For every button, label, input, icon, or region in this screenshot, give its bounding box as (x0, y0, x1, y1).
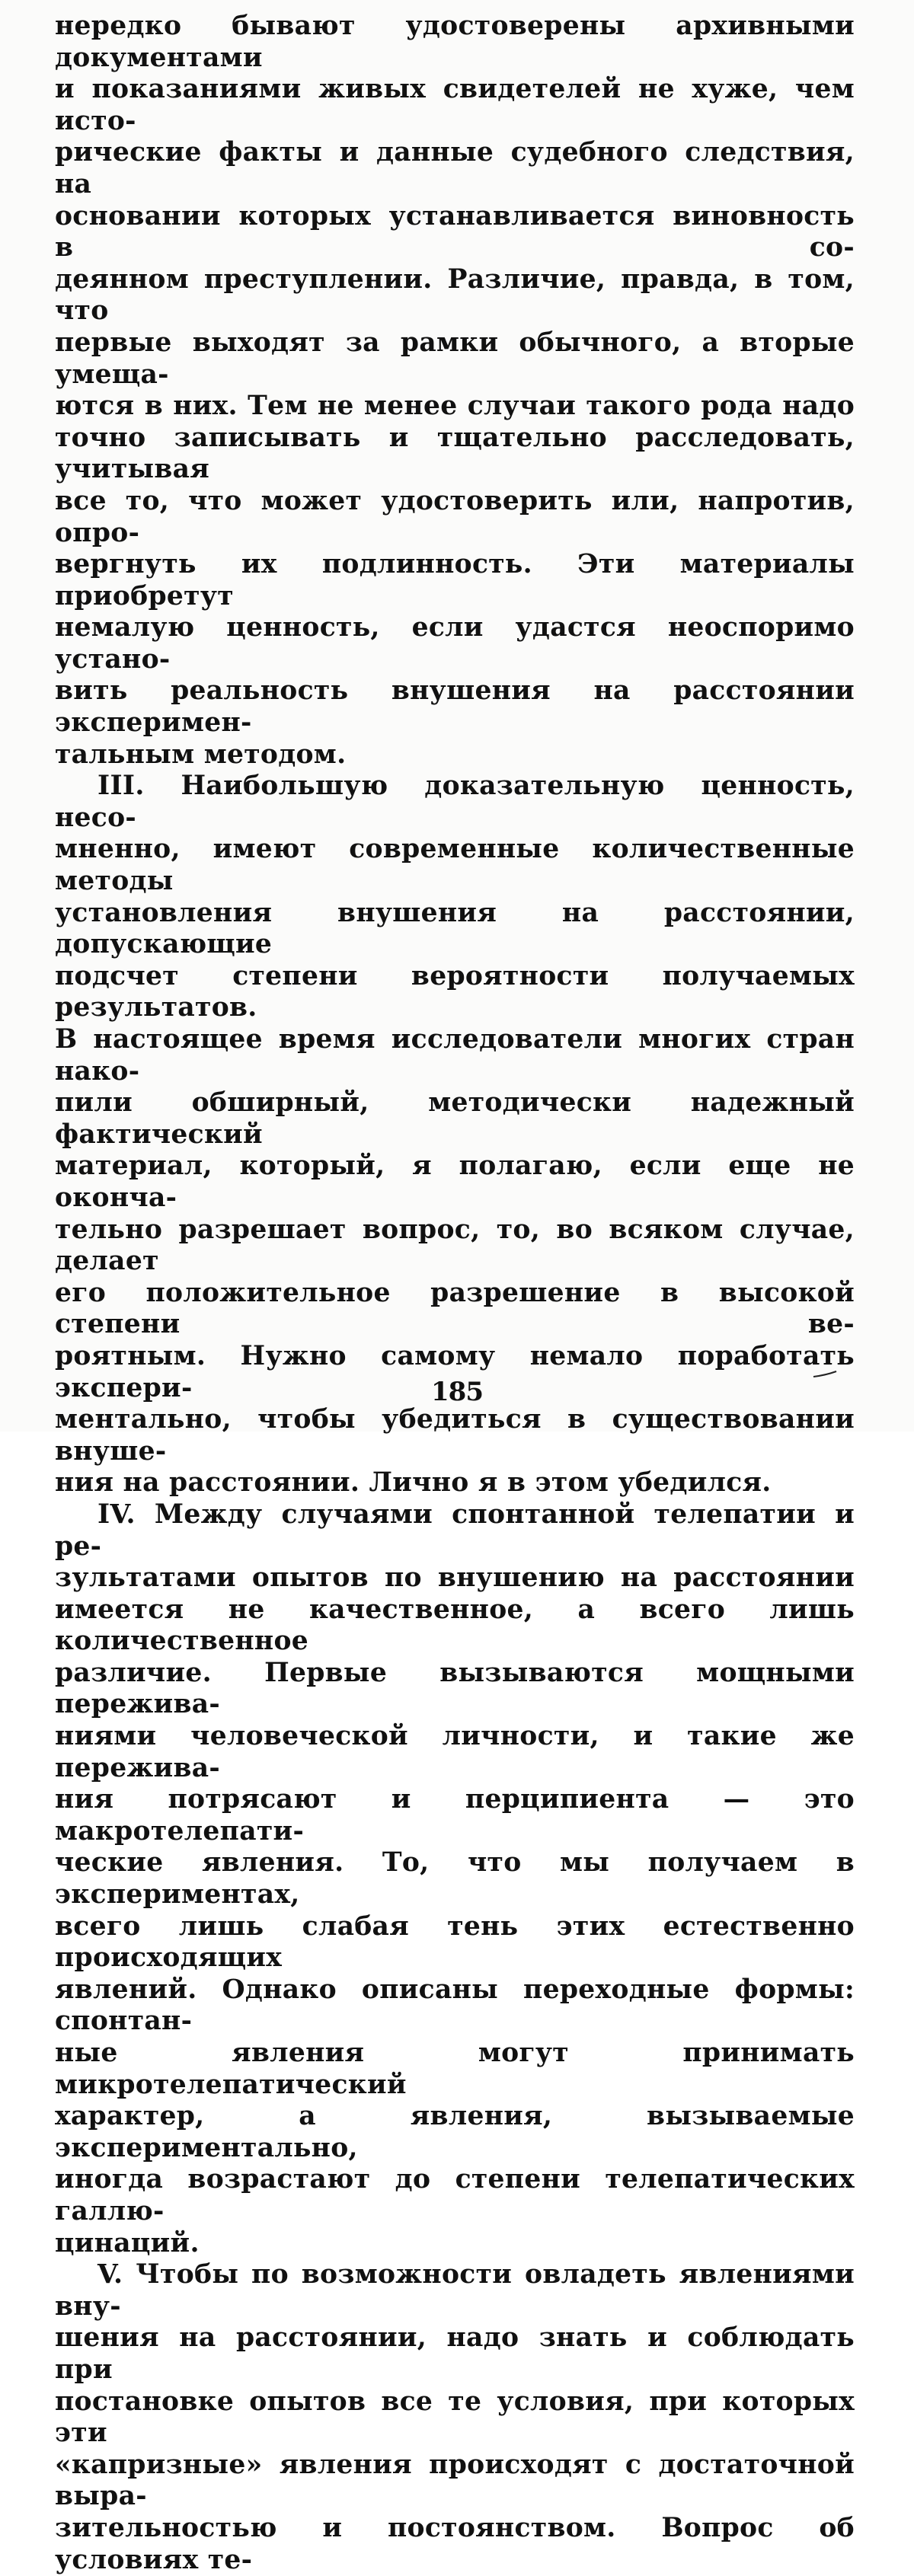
text-line: точно записывать и тщательно расследовать, учитывая (55, 422, 855, 485)
paragraph (55, 2259, 855, 2576)
text-line: и показаниями живых свидетелей не хуже, чем исто- (55, 74, 855, 136)
paragraph (55, 1499, 855, 2259)
text-line: установления внушения на расстоянии, допускающие (55, 897, 855, 960)
text-line: ные явления могут принимать микротелепатический (55, 2038, 855, 2100)
text-line: деянном преступлении. Различие, правда, в том, что (55, 263, 855, 327)
text-line: все то, что может удостоверить или, напротив, опро- (55, 485, 855, 548)
text-line: явлений. Однако описаны переходные формы: спонтан- (55, 1974, 855, 2037)
text-line: вить реальность внушения на расстоянии эксперимен- (55, 675, 855, 739)
text-line: материал, который, я полагаю, если еще не оконча- (55, 1151, 855, 1213)
text-line: мненно, имеют современные количественные методы (55, 834, 855, 897)
text-line: IV. Между случаями спонтанной телепатии и ре- (55, 1499, 855, 1562)
text-line: зительностью и постоянством. Вопрос об условиях те- (55, 2512, 855, 2575)
text-line: его положительное разрешение в высокой степени ве- (55, 1277, 855, 1340)
text-line: различие. Первые вызываются мощными пережива- (55, 1657, 855, 1720)
text-line: всего лишь слабая тень этих естественно происходящих (55, 1910, 855, 1974)
text-line: ния потрясают и перципиента — это макротелепати- (55, 1784, 855, 1847)
text-line: первые выходят за рамки обычного, а вторые умеща- (55, 327, 855, 390)
text-line: тельно разрешает вопрос, то, во всяком случае, делает (55, 1214, 855, 1277)
page-number: 185 (431, 1377, 483, 1407)
text-line: ния на расстоянии. Лично я в этом убедился. (55, 1467, 772, 1499)
text-line: немалую ценность, если удастся неоспоримо устано- (55, 612, 855, 675)
text-line: пили обширный, методически надежный фактический (55, 1087, 855, 1150)
text-line: постановке опытов все те условия, при которых эти (55, 2386, 855, 2449)
text-line: V. Чтобы по возможности овладеть явлениями вну- (55, 2259, 855, 2322)
text-line: шения на расстоянии, надо знать и соблюдать при (55, 2322, 855, 2385)
text-line: III. Наибольшую доказательную ценность, несо- (55, 771, 855, 833)
text-line: В настоящее время исследователи многих стран нако- (55, 1024, 855, 1087)
text-line: вергнуть их подлинность. Эти материалы приобретут (55, 549, 855, 611)
text-line: роятным. Нужно самому немало поработать экспери- (55, 1340, 855, 1403)
text-line: подсчет степени вероятности получаемых результатов. (55, 960, 855, 1023)
body-text (55, 11, 855, 2576)
text-line: цинаций. (55, 2227, 200, 2258)
text-line: рические факты и данные судебного следствия, на (55, 137, 855, 200)
text-line: характер, а явления, вызываемые экспериментально, (55, 2101, 855, 2163)
text-line: ментально, чтобы убедиться в существовании внуше- (55, 1404, 855, 1467)
text-line: ческие явления. То, что мы получаем в экспериментах, (55, 1847, 855, 1910)
text-line: ются в них. Тем не менее случаи такого рода надо (55, 391, 855, 422)
text-line: тальным методом. (55, 739, 347, 770)
paragraph (55, 11, 855, 771)
text-line: «капризные» явления происходят с достаточной выра- (55, 2449, 855, 2512)
text-line: ниями человеческой личности, и такие же пережива- (55, 1721, 855, 1783)
text-line: имеется не качественное, а всего лишь количественное (55, 1594, 855, 1657)
text-line: иногда возрастают до степени телепатических галлю- (55, 2164, 855, 2226)
text-line: нередко бывают удостоверены архивными документами (55, 11, 855, 73)
text-line: зультатами опытов по внушению на расстоянии (55, 1563, 855, 1594)
text-line: основании которых устанавливается виновность в со- (55, 200, 855, 263)
ink-mark (812, 1371, 838, 1378)
